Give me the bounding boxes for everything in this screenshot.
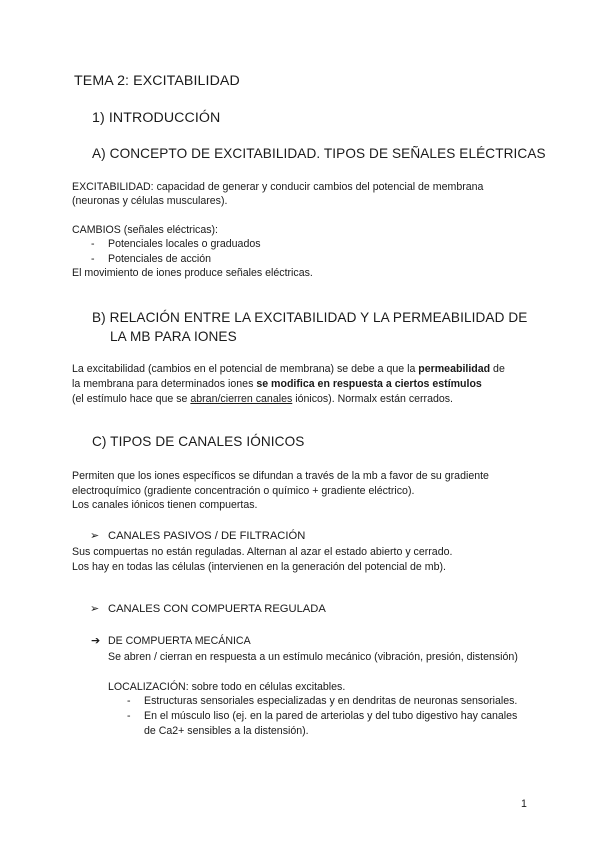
localizacion-heading: LOCALIZACIÓN: sobre todo en células excitables.: [108, 681, 346, 693]
para-b-text: la membrana para determinados iones: [72, 378, 257, 390]
section-heading-c: C) TIPOS DE CANALES IÓNICOS: [92, 434, 305, 449]
para-b-line-1: [72, 362, 505, 377]
para-b-text: La excitabilidad (cambios en el potencial de membrana) se debe a que la: [72, 363, 419, 375]
cambios-heading: CAMBIOS (señales eléctricas):: [72, 224, 219, 236]
section-heading-introduccion: 1) INTRODUCCIÓN: [92, 110, 221, 126]
mecanica-heading: DE COMPUERTA MECÁNICA: [108, 635, 251, 647]
mecanica-line-1: Se abren / cierran en respuesta a un estímulo mecánico (vibración, presión, distensión): [108, 651, 518, 663]
excitabilidad-line-2: (neuronas y células musculares).: [72, 195, 228, 207]
para-c-line-3: Los canales iónicos tienen compuertas.: [72, 499, 258, 511]
para-b-text: (el estímulo hace que se: [72, 393, 191, 405]
para-b-text: de: [490, 363, 505, 375]
section-heading-b-line-2: LA MB PARA IONES: [110, 329, 237, 344]
localizacion-dash-2: -: [127, 710, 131, 722]
para-b-text: iónicos). Normalx están cerrados.: [292, 393, 453, 405]
cambios-item-1: Potenciales locales o graduados: [108, 238, 261, 250]
para-b-line-2: [72, 377, 482, 392]
pasivos-heading: CANALES PASIVOS / DE FILTRACIÓN: [108, 530, 306, 542]
localizacion-item-2-line-2: de Ca2+ sensibles a la distensión).: [144, 725, 309, 737]
para-b-line-3: [72, 392, 453, 407]
mecanica-arrow-icon: ➔: [91, 635, 101, 647]
section-heading-a: A) CONCEPTO DE EXCITABILIDAD. TIPOS DE SEÑALES ELÉCTRICAS: [92, 146, 546, 161]
excitabilidad-line-1: EXCITABILIDAD: capacidad de generar y conducir cambios del potencial de membrana: [72, 181, 484, 193]
localizacion-item-1: Estructuras sensoriales especializadas y en dendritas de neuronas sensoriales.: [144, 695, 518, 707]
document-title: TEMA 2: EXCITABILIDAD: [74, 73, 240, 89]
cambios-dash-1: -: [91, 238, 95, 250]
para-b-bold-estimulos: se modifica en respuesta a ciertos estímulos: [256, 378, 482, 390]
page-number: 1: [521, 798, 527, 810]
pasivos-bullet-icon: ➢: [90, 530, 100, 542]
localizacion-dash-1: -: [127, 695, 131, 707]
para-b-bold-permeabilidad: permeabilidad: [418, 363, 491, 375]
section-heading-b-line-1: B) RELACIÓN ENTRE LA EXCITABILIDAD Y LA PERMEABILIDAD DE: [92, 310, 528, 325]
para-c-line-1: Permiten que los iones específicos se difundan a través de la mb a favor de su gradiente: [72, 470, 489, 482]
localizacion-item-2-line-1: En el músculo liso (ej. en la pared de arteriolas y del tubo digestivo hay canales: [144, 710, 518, 722]
para-c-line-2: electroquímico (gradiente concentración o químico + gradiente eléctrico).: [72, 485, 415, 497]
cambios-item-2: Potenciales de acción: [108, 253, 212, 265]
cambios-note: El movimiento de iones produce señales eléctricas.: [72, 267, 313, 279]
para-b-underlined-canales: abran/cierren canales: [190, 393, 293, 405]
regulada-bullet-icon: ➢: [90, 603, 100, 615]
pasivos-line-2: Los hay en todas las células (intervienen en la generación del potencial de mb).: [72, 561, 446, 573]
pasivos-line-1: Sus compuertas no están reguladas. Alternan al azar el estado abierto y cerrado.: [72, 546, 453, 558]
regulada-heading: CANALES CON COMPUERTA REGULADA: [108, 603, 326, 615]
cambios-dash-2: -: [91, 253, 95, 265]
